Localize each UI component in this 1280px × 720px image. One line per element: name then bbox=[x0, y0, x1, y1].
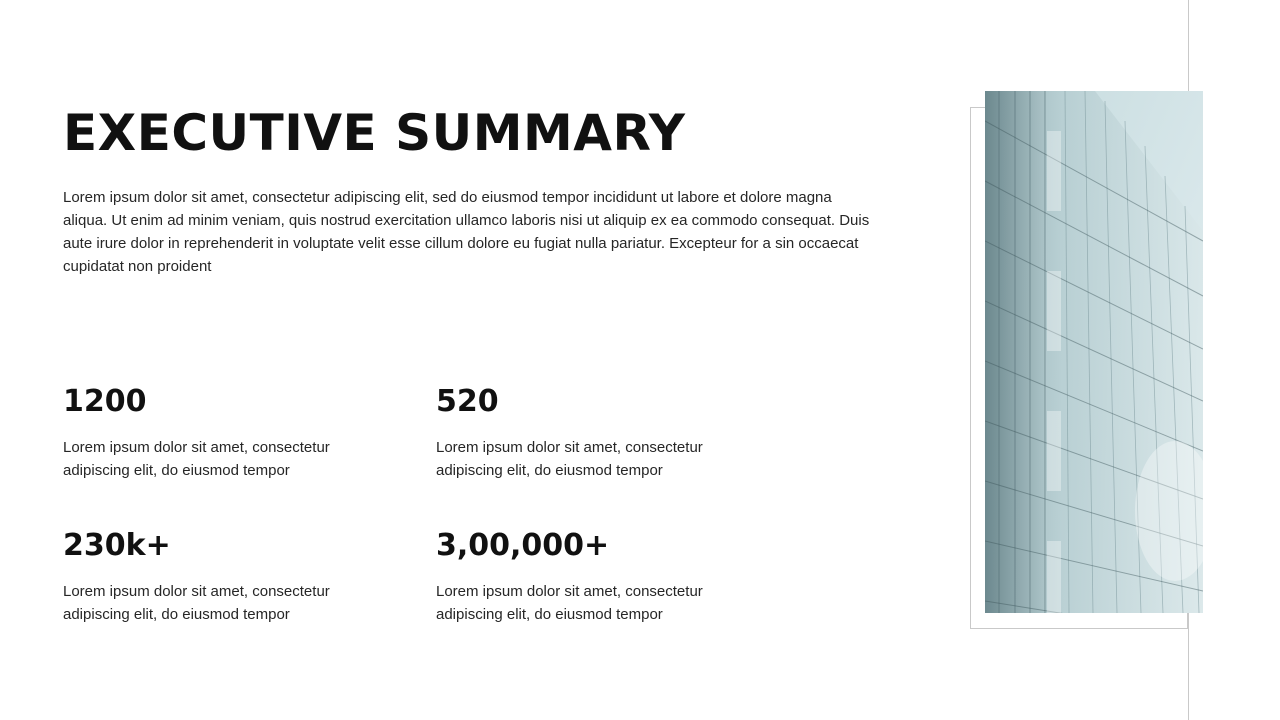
stat-value: 3,00,000+ bbox=[436, 528, 610, 563]
stat-description: Lorem ipsum dolor sit amet, consectetur adipiscing elit, do eiusmod tempor bbox=[436, 583, 703, 623]
stat-block bbox=[63, 528, 403, 626]
building-photo bbox=[985, 91, 1203, 613]
stat-description: Lorem ipsum dolor sit amet, consectetur adipiscing elit, do eiusmod tempor bbox=[63, 583, 330, 623]
page-title: EXECUTIVE SUMMARY bbox=[63, 104, 686, 162]
stat-block bbox=[63, 384, 403, 482]
stat-description: Lorem ipsum dolor sit amet, consectetur adipiscing elit, do eiusmod tempor bbox=[436, 439, 703, 479]
stat-block bbox=[436, 384, 776, 482]
intro-paragraph: Lorem ipsum dolor sit amet, consectetur adipiscing elit, sed do eiusmod tempor incididunt ut labore et dolore magna aliqua. Ut enim ad minim veniam, quis nostrud exercitation ullamco laboris nisi ut aliquip ex ea commodo consequat. Duis aute irure dolor in reprehenderit in voluptate velit esse cillum dolore eu fugiat nulla pariatur. Excepteur for a sin occaecat cupidatat non proident bbox=[63, 189, 870, 275]
building-facade-illustration bbox=[985, 91, 1203, 613]
stat-value: 230k+ bbox=[63, 528, 171, 563]
stat-value: 520 bbox=[436, 384, 499, 419]
stat-block bbox=[436, 528, 776, 626]
stat-value: 1200 bbox=[63, 384, 147, 419]
stat-description: Lorem ipsum dolor sit amet, consectetur adipiscing elit, do eiusmod tempor bbox=[63, 439, 330, 479]
